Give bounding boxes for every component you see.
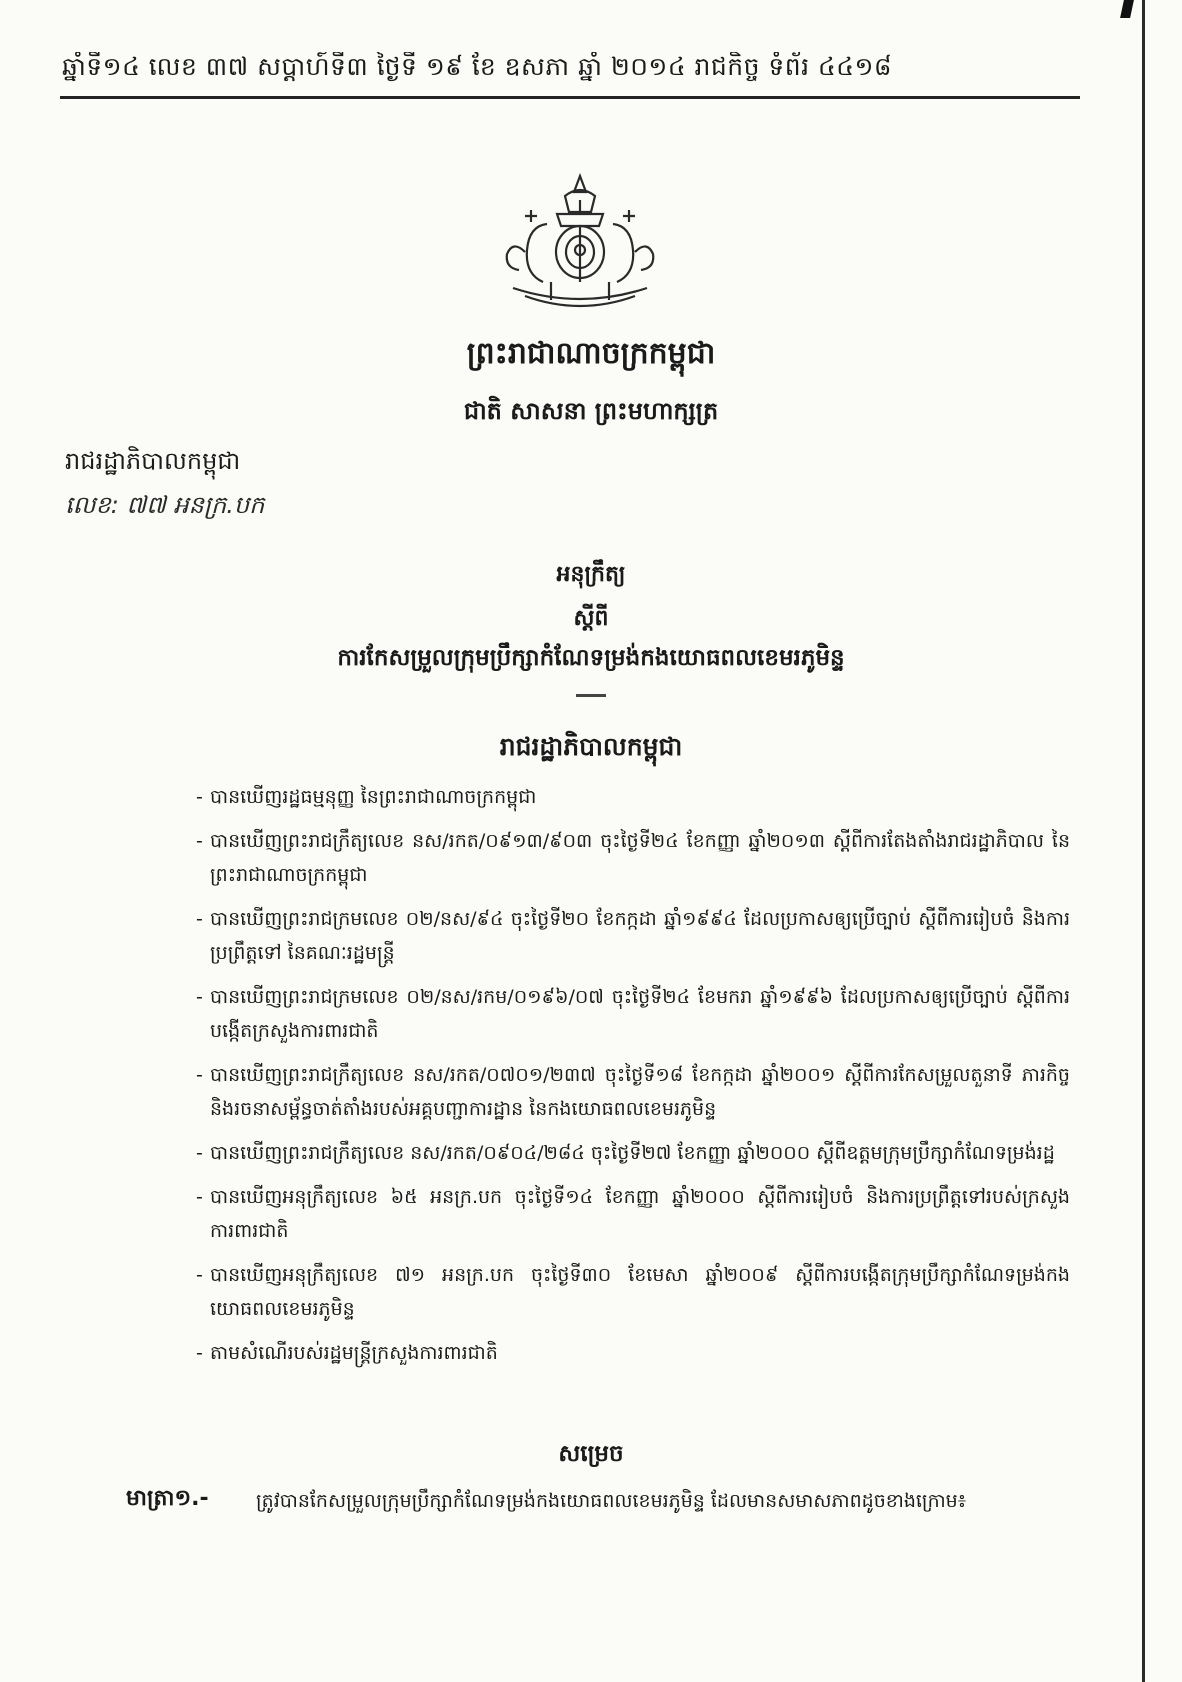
preamble-item: - បានឃើញអនុក្រឹត្យលេខ ៦៥ អនក្រ.បក ចុះថ្ងៃទី១៤ ខែកញ្ញា ឆ្នាំ២០០០ ស្ដីពីការរៀបចំ និងការប្រព្រឹត្តទៅរបស់ក្រសួងការពារជាតិ bbox=[196, 1180, 1070, 1248]
preamble-item: - បានឃើញព្រះរាជក្រឹត្យលេខ នស/រកត/០៩១៣/៩០៣ ចុះថ្ងៃទី២៤ ខែកញ្ញា ឆ្នាំ២០១៣ ស្ដីពីការតែងតាំងរាជរដ្ឋាភិបាល នៃព្រះរាជាណាចក្រកម្ពុជា bbox=[196, 824, 1070, 892]
header-rule bbox=[60, 96, 1080, 99]
national-motto: ជាតិ សាសនា ព្រះមហាក្សត្រ bbox=[463, 397, 719, 425]
preamble-item: - បានឃើញអនុក្រឹត្យលេខ ៧១ អនក្រ.បក ចុះថ្ងៃទី៣០ ខែមេសា ឆ្នាំ២០០៩ ស្ដីពីការបង្កើតក្រុមប្រឹក្សាកំណែទម្រង់កងយោធពលខេមរភូមិន្ទ bbox=[196, 1258, 1070, 1326]
scan-corner-mark bbox=[1120, 0, 1134, 18]
document-type: អនុក្រឹត្យ bbox=[556, 562, 626, 587]
preamble-item: - បានឃើញព្រះរាជក្រឹត្យលេខ នស/រកត/០៧០១/២៣៧ ចុះថ្ងៃទី១៨ ខែកក្កដា ឆ្នាំ២០០១ ស្ដីពីការកែសម្រួលតួនាទី ភារកិច្ច និងរចនាសម្ព័ន្ធចាត់តាំងរបស់អគ្គបញ្ជាការដ្ឋាន នៃកងយោធពលខេមរភូមិន្ទ bbox=[196, 1058, 1070, 1126]
issuer-name: រាជរដ្ឋាភិបាលកម្ពុជា bbox=[65, 447, 241, 475]
article-1-label: មាត្រា១.- bbox=[126, 1486, 209, 1511]
royal-coat-of-arms-icon bbox=[495, 170, 665, 320]
decision-heading: សម្រេច bbox=[558, 1441, 624, 1467]
issuing-authority: រាជរដ្ឋាភិបាលកម្ពុជា bbox=[499, 732, 683, 761]
preamble-list bbox=[196, 780, 1070, 1380]
reference-number: លេខ: ៧៧ អនក្រ.បក bbox=[65, 491, 265, 519]
article-1-text: ត្រូវបានកែសម្រួលក្រុមប្រឹក្សាកំណែទម្រង់កងយោធពលខេមរភូមិន្ទ ដែលមានសមាសភាពដូចខាងក្រោម៖ bbox=[256, 1490, 967, 1512]
preamble-item: - បានឃើញព្រះរាជក្រឹត្យលេខ នស/រកត/០៩០៤/២៨៤ ចុះថ្ងៃទី២៧ ខែកញ្ញា ឆ្នាំ២០០០ ស្ដីពីឧត្តមក្រុមប្រឹក្សាកំណែទម្រង់រដ្ឋ bbox=[196, 1136, 1070, 1170]
document-about: ស្ដីពី bbox=[573, 606, 609, 631]
page-edge-rule bbox=[1142, 0, 1145, 1682]
preamble-item: - បានឃើញព្រះរាជក្រមលេខ ០២/នស/៩៤ ចុះថ្ងៃទី២០ ខែកក្កដា ឆ្នាំ១៩៩៤ ដែលប្រកាសឲ្យប្រើច្បាប់ ស្ដីពីការរៀបចំ និងការប្រព្រឹត្តទៅ នៃគណៈរដ្ឋមន្ត្រី bbox=[196, 902, 1070, 970]
preamble-item: - បានឃើញព្រះរាជក្រមលេខ ០២/នស/រកម/០១៩៦/០៧ ចុះថ្ងៃទី២៤ ខែមករា ឆ្នាំ១៩៩៦ ដែលប្រកាសឲ្យប្រើច្បាប់ ស្ដីពីការបង្កើតក្រសួងការពារជាតិ bbox=[196, 980, 1070, 1048]
document-title: ការកែសម្រួលក្រុមប្រឹក្សាកំណែទម្រង់កងយោធពលខេមរភូមិន្ទ bbox=[337, 645, 845, 671]
title-divider bbox=[576, 694, 606, 697]
kingdom-name: ព្រះរាជាណាចក្រកម្ពុជា bbox=[466, 336, 716, 371]
preamble-item: - បានឃើញរដ្ឋធម្មនុញ្ញ នៃព្រះរាជាណាចក្រកម្ពុជា bbox=[196, 780, 1070, 814]
gazette-header: ឆ្នាំទី១៤ លេខ ៣៧ សប្ដាហ៍ទី៣ ថ្ងៃទី ១៩ ខែ ឧសភា ឆ្នាំ ២០១៤ រាជកិច្ច ទំព័រ ៤៤១៨ bbox=[62, 52, 893, 81]
preamble-item: - តាមសំណើរបស់រដ្ឋមន្ត្រីក្រសួងការពារជាតិ bbox=[196, 1336, 1070, 1370]
